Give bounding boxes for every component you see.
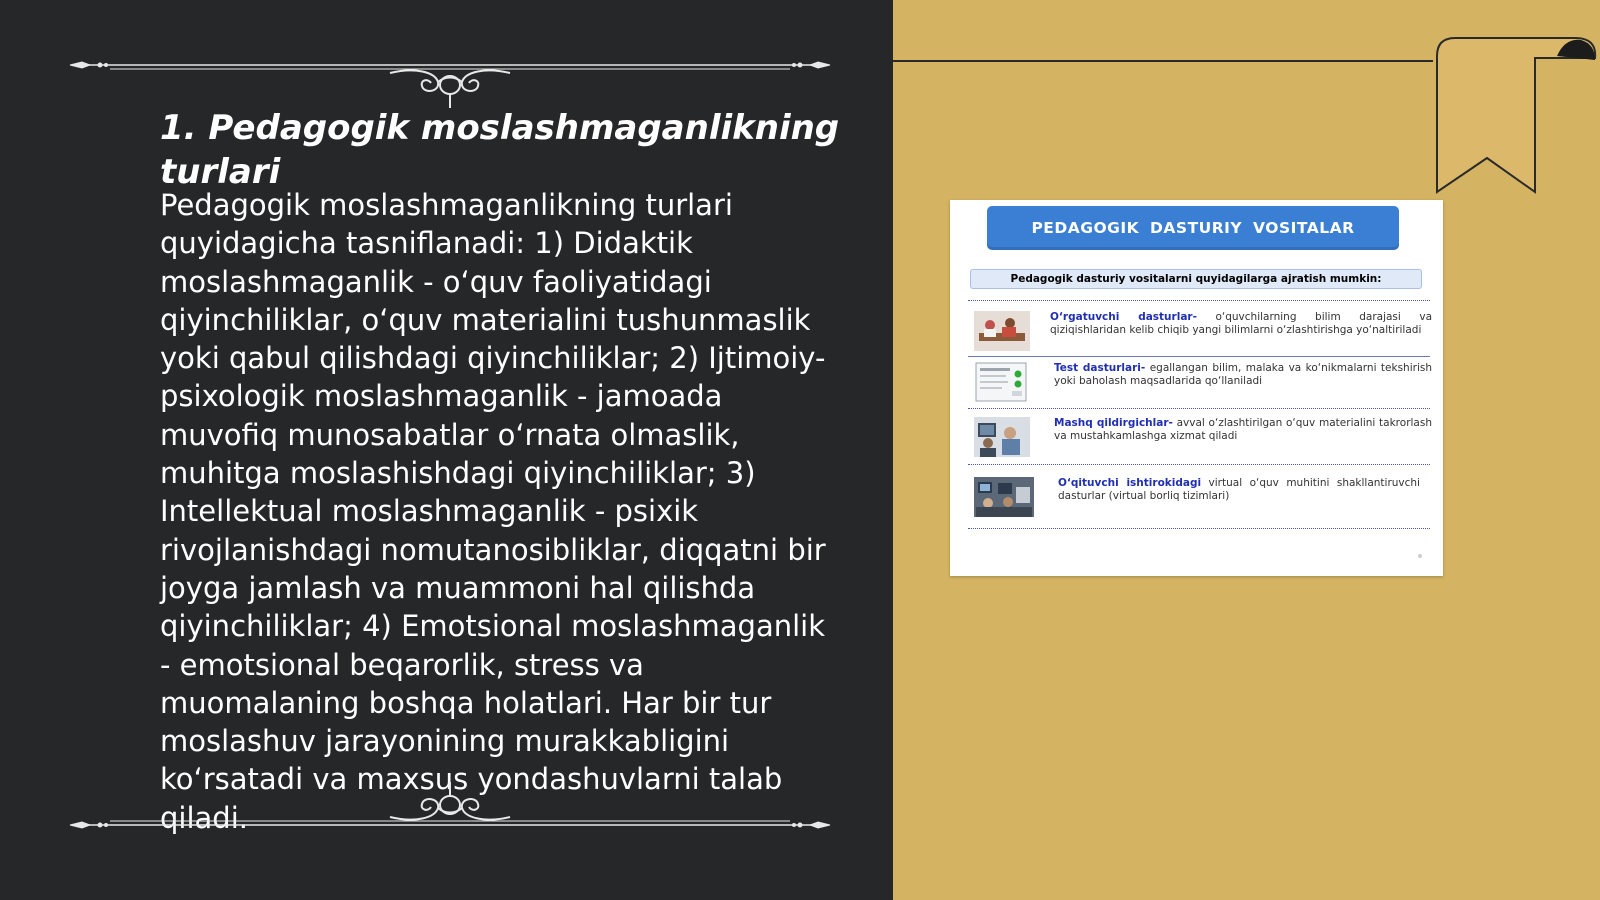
slide-title: 1. Pedagogik moslashmaganlikning turlari <box>160 108 840 192</box>
item-text: virtual o‘quv muhitini shakllantiruvchi dasturlar (virtual borliq tizimlari) <box>1058 477 1420 503</box>
ornament-top-icon <box>60 38 840 108</box>
card-title: PEDAGOGIK DASTURIY VOSITALAR <box>987 206 1399 250</box>
divider <box>968 300 1430 301</box>
item-text: o‘quvchilarning bilim darajasi va qiziqishlaridan kelib chiqib yangi bilimlarni o‘zlashtirishga yo‘naltiriladi <box>1050 311 1432 337</box>
divider <box>968 356 1430 357</box>
divider <box>968 464 1430 465</box>
test-screen-icon <box>974 362 1030 402</box>
item-text: avval o‘zlashtirilgan o‘quv materialini takrorlash va mustahkamlashga xizmat qiladi <box>1054 417 1432 443</box>
bookmark-icon <box>1435 36 1600 196</box>
slide-body-text: Pedagogik moslashmaganlikning turlari quyidagicha tasniflanadi: 1) Didaktik moslashmaganlik - o‘quv faoliyatidagi qiyinchiliklar, o‘quv materialini tushunmaslik yoki qabul qilishdagi qiyinchiliklar; 2) Ijtimoiy-psixologik moslashmaganlik - jamoada muvofiq munosabatlar o‘rnata olmaslik, muhitga moslashishdagi qiyinchiliklar; 3) Intellektual moslashmaganlik - psixik rivojlanishdagi nomutanosibliklar, diqqatni bir joyga jamlash va muammoni hal qilishda qiyinchiliklar; 4) Emotsional moslashmaganlik - emotsional beqarorlik, stress va muomalaning boshqa holatlari. Har bir tur moslashuv jarayonining murakkabligini ko‘rsatadi va maxsus yondashuvlarni talab qiladi. <box>160 188 826 835</box>
slide-image-panel <box>893 0 1600 900</box>
page-dot <box>1418 554 1422 558</box>
divider <box>968 528 1430 529</box>
item-text: egallangan bilim, malaka va ko‘nikmalarni tekshirish yoki baholash maqsadlarida qo‘llaniladi <box>1054 362 1432 388</box>
computer-lab-icon <box>974 477 1034 517</box>
ornament-bottom-icon <box>60 770 840 840</box>
item-term: Test dasturlari- <box>1054 362 1146 374</box>
item-term: Mashq qildirgichlar- <box>1054 417 1173 429</box>
card-subtitle: Pedagogik dasturiy vositalarni quyidagilarga ajratish mumkin: <box>970 269 1422 289</box>
computer-users-icon <box>974 417 1030 457</box>
divider-line <box>893 60 1433 62</box>
pedagogical-tools-card <box>950 200 1443 576</box>
item-term: O‘qituvchi ishtirokidagi <box>1058 477 1202 489</box>
classroom-photo-icon <box>974 311 1030 351</box>
item-term: O‘rgatuvchi dasturlar- <box>1050 311 1197 323</box>
divider <box>968 408 1430 409</box>
